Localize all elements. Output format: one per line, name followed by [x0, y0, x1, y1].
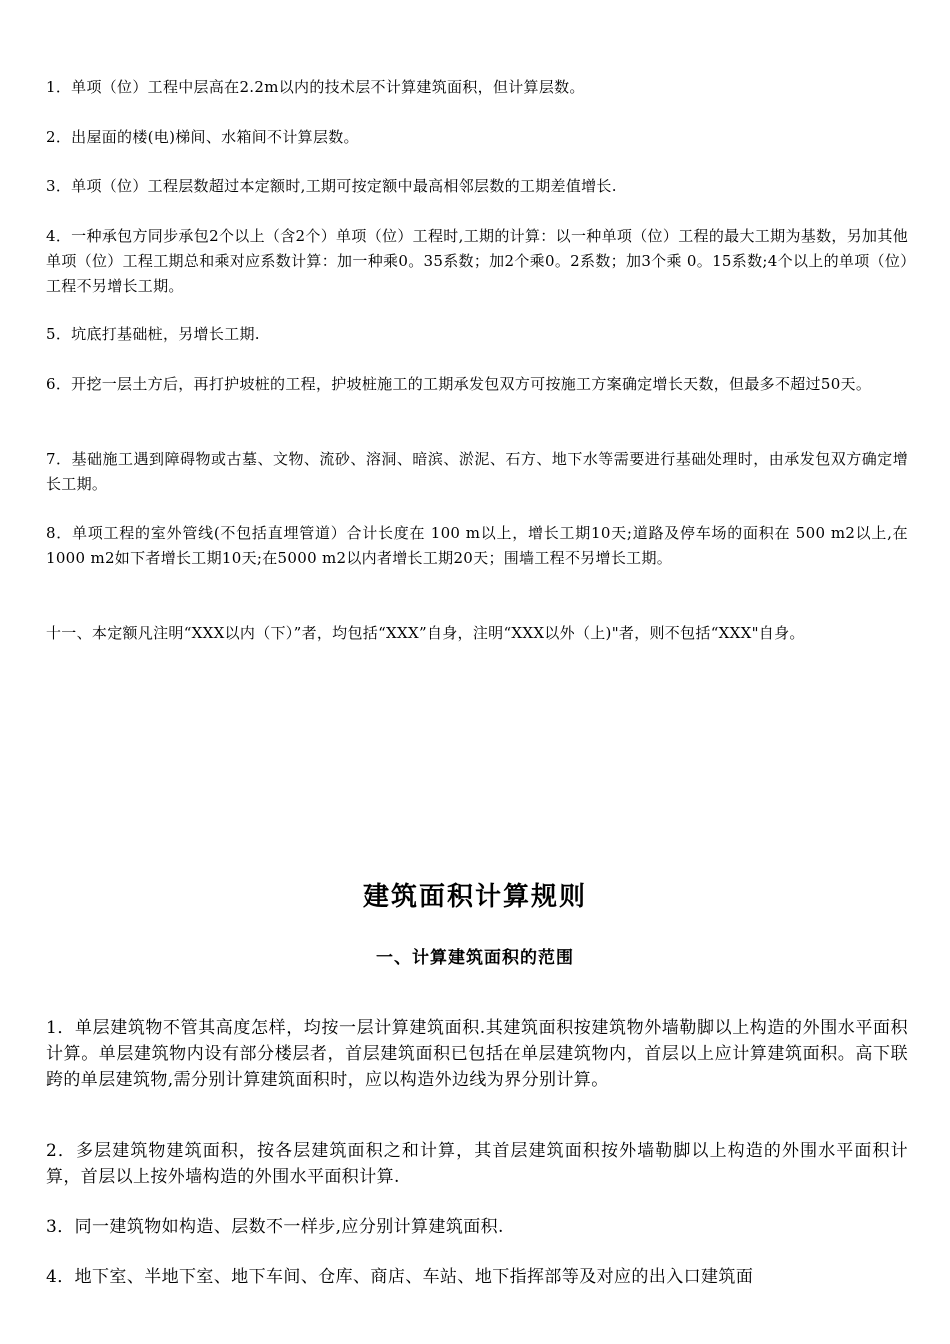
note-item-7: 7．基础施工遇到障碍物或古墓、文物、流砂、溶洞、暗滨、淤泥、石方、地下水等需要进行基础处理时，由承发包双方确定增长工期。: [46, 450, 908, 493]
rule-item-2: 2．多层建筑物建筑面积，按各层建筑面积之和计算，其首层建筑面积按外墙勒脚以上构造的外围水平面积计算，首层以上按外墙构造的外围水平面积计算.: [46, 1141, 908, 1187]
note-item-3: 3．单项（位）工程层数超过本定额时,工期可按定额中最高相邻层数的工期差值增长.: [46, 177, 617, 195]
rule-item-3: 3．同一建筑物如构造、层数不一样步,应分别计算建筑面积.: [46, 1217, 504, 1237]
note-item-6: 6．开挖一层土方后，再打护坡桩的工程，护坡桩施工的工期承发包双方可按施工方案确定增长天数，但最多不超过50天。: [46, 375, 872, 393]
rule-item-4: 4．地下室、半地下室、地下车间、仓库、商店、车站、地下指挥部等及对应的出入口建筑面: [46, 1267, 754, 1287]
note-item-8: 8．单项工程的室外管线(不包括直埋管道）合计长度在 100 m以上，增长工期10天;道路及停车场的面积在 500 m2以上,在1000 m2如下者增长工期10天;在5000 m2以内者增长工期20天；围墙工程不另增长工期。: [46, 524, 908, 567]
note-item-5: 5．坑底打基础桩，另增长工期.: [46, 325, 260, 343]
note-item-1: 1．单项（位）工程中层高在2.2m以内的技术层不计算建筑面积，但计算层数。: [46, 78, 585, 96]
rule-item-1: 1．单层建筑物不管其高度怎样，均按一层计算建筑面积.其建筑面积按建筑物外墙勒脚以上构造的外围水平面积计算。单层建筑物内设有部分楼层者，首层建筑面积已包括在单层建筑物内，首层以上应计算建筑面积。高下联跨的单层建筑物,需分别计算建筑面积时，应以构造外边线为界分别计算。: [46, 1018, 908, 1090]
section-title: 建筑面积计算规则: [362, 882, 587, 912]
section-subtitle: 一、计算建筑面积的范围: [376, 948, 574, 968]
note-item-2: 2．出屋面的楼(电)梯间、水箱间不计算层数。: [46, 128, 359, 146]
note-item-11: 十一、本定额凡注明“XXX以内（下）”者，均包括“XXX”自身，注明“XXX以外（上)"者，则不包括“XXX"自身。: [46, 624, 805, 642]
note-item-4: 4．一种承包方同步承包2个以上（含2个）单项（位）工程时,工期的计算：以一种单项（位）工程的最大工期为基数，另加其他单项（位）工程工期总和乘对应系数计算：加一种乘0。35系数；加2个乘0。2系数；加3个乘 0。15系数;4个以上的单项（位）工程不另增长工期。: [46, 227, 908, 295]
